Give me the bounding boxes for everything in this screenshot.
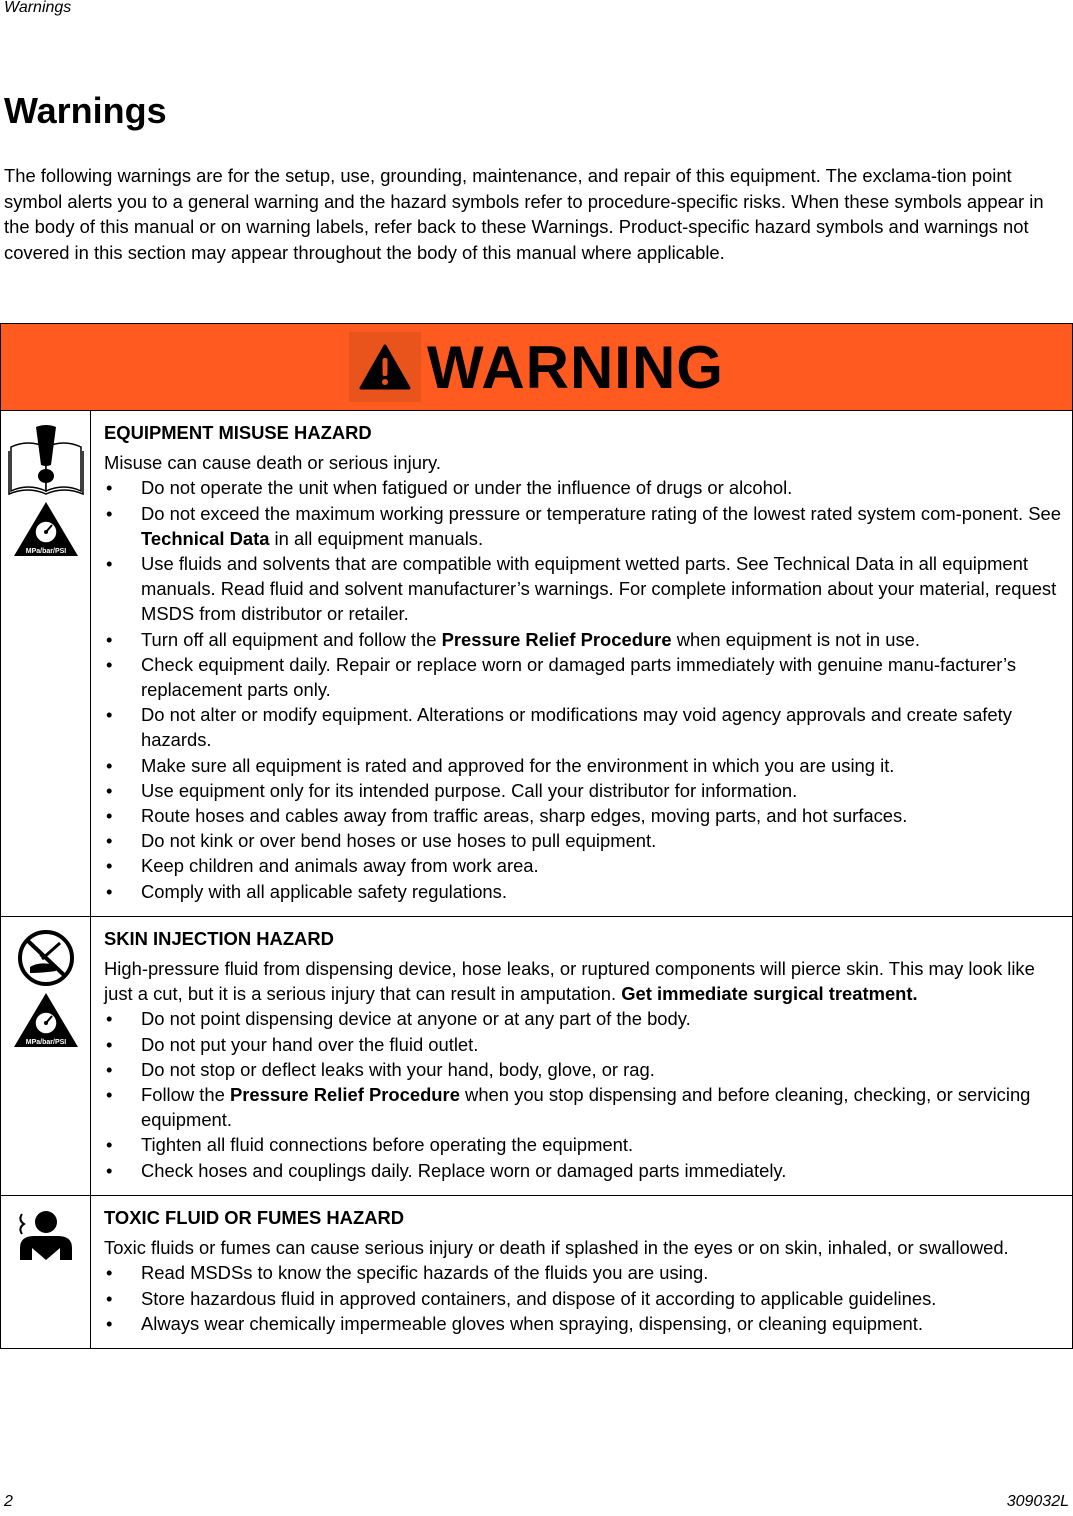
pressure-gauge-icon [12, 991, 80, 1049]
hazard-lead: Toxic fluids or fumes can cause serious injury or death if splashed in the eyes or on skin, inhaled, or swallowed. [104, 1237, 1009, 1259]
list-item: • Use fluids and solvents that are compatible with equipment wetted parts. See Technical Data in all equipment manuals. Read fluid and solvent manufacturer’s warnings. For complete information about your material, request MSDS from distributor or retailer. [104, 551, 1062, 627]
svg-text:MPa/bar/PSI: MPa/bar/PSI [25, 1038, 66, 1046]
list-item: • Check hoses and couplings daily. Replace worn or damaged parts immediately. [104, 1158, 1062, 1183]
hazard-bullets [104, 1006, 1062, 1182]
list-item: • Store hazardous fluid in approved containers, and dispose of it according to applicable guidelines. [104, 1286, 1062, 1311]
hazard-row-equipment-misuse [1, 411, 1072, 916]
list-item: • Make sure all equipment is rated and approved for the environment in which you are using it. [104, 753, 1062, 778]
list-item: • Do not point dispensing device at anyone or at any part of the body. [104, 1006, 1062, 1031]
hazard-title: SKIN INJECTION HAZARD [104, 927, 334, 949]
list-item: • Comply with all applicable safety regulations. [104, 879, 1062, 904]
hazard-lead: High-pressure fluid from dispensing device, hose leaks, or ruptured components will pierce skin. This may look like just a cut, but it is a serious injury that can result in amputation. Get immediate surgical treatment. [104, 958, 1035, 1005]
warning-triangle-icon [349, 332, 421, 402]
hazard-lead: Misuse can cause death or serious injury. [104, 452, 441, 474]
list-item: • Do not stop or deflect leaks with your hand, body, glove, or rag. [104, 1057, 1062, 1082]
hazard-bullets [104, 475, 1062, 903]
list-item: • Always wear chemically impermeable gloves when spraying, dispensing, or cleaning equipment. [104, 1311, 1062, 1336]
toxic-fumes-icon [16, 1208, 76, 1264]
list-item: • Check equipment daily. Repair or replace worn or damaged parts immediately with genuine manu-facturer’s replacement parts only. [104, 652, 1062, 702]
list-item: • Read MSDSs to know the specific hazards of the fluids you are using. [104, 1260, 1062, 1285]
hazard-title: EQUIPMENT MISUSE HAZARD [104, 422, 372, 443]
running-head: Warnings [4, 0, 72, 16]
hazard-row-skin-injection [1, 916, 1072, 1195]
no-injection-icon [16, 929, 76, 987]
warnings-table [0, 323, 1073, 1349]
list-item: • Do not exceed the maximum working pressure or temperature rating of the lowest rated system com-ponent. See Technical Data in all equipment manuals. [104, 501, 1062, 551]
list-item: • Keep children and animals away from work area. [104, 853, 1062, 878]
svg-text:MPa/bar/PSI: MPa/bar/PSI [25, 548, 66, 555]
manual-exclamation-icon [6, 423, 86, 498]
list-item: • Route hoses and cables away from traffic areas, sharp edges, moving parts, and hot surfaces. [104, 803, 1062, 828]
list-item: • Tighten all fluid connections before operating the equipment. [104, 1132, 1062, 1157]
pressure-gauge-icon [12, 500, 80, 558]
page-number: 2 [4, 1493, 13, 1510]
hazard-bullets [104, 1260, 1062, 1336]
list-item: • Do not put your hand over the fluid outlet. [104, 1032, 1062, 1057]
banner-word: WARNING [427, 333, 724, 401]
list-item: • Turn off all equipment and follow the Pressure Relief Procedure when equipment is not in use. [104, 627, 1062, 652]
hazard-row-toxic-fluid [1, 1195, 1072, 1348]
list-item: • Do not kink or over bend hoses or use hoses to pull equipment. [104, 828, 1062, 853]
page-title: Warnings [4, 90, 167, 131]
warning-banner [1, 324, 1072, 411]
list-item: • Follow the Pressure Relief Procedure when you stop dispensing and before cleaning, checking, or servicing equipment. [104, 1082, 1062, 1132]
intro-paragraph: The following warnings are for the setup, use, grounding, maintenance, and repair of this equipment. The exclama-tion point symbol alerts you to a general warning and the hazard symbols refer to procedure-specific risks. When these symbols appear in the body of this manual or on warning labels, refer back to these Warnings. Product-specific hazard symbols and warnings not covered in this section may appear throughout the body of this manual where applicable. [4, 165, 1044, 263]
list-item: • Do not operate the unit when fatigued or under the influence of drugs or alcohol. [104, 475, 1062, 500]
list-item: • Do not alter or modify equipment. Alterations or modifications may void agency approvals and create safety hazards. [104, 702, 1062, 752]
document-number: 309032L [1006, 1493, 1069, 1510]
list-item: • Use equipment only for its intended purpose. Call your distributor for information. [104, 778, 1062, 803]
hazard-title: TOXIC FLUID OR FUMES HAZARD [104, 1206, 405, 1228]
